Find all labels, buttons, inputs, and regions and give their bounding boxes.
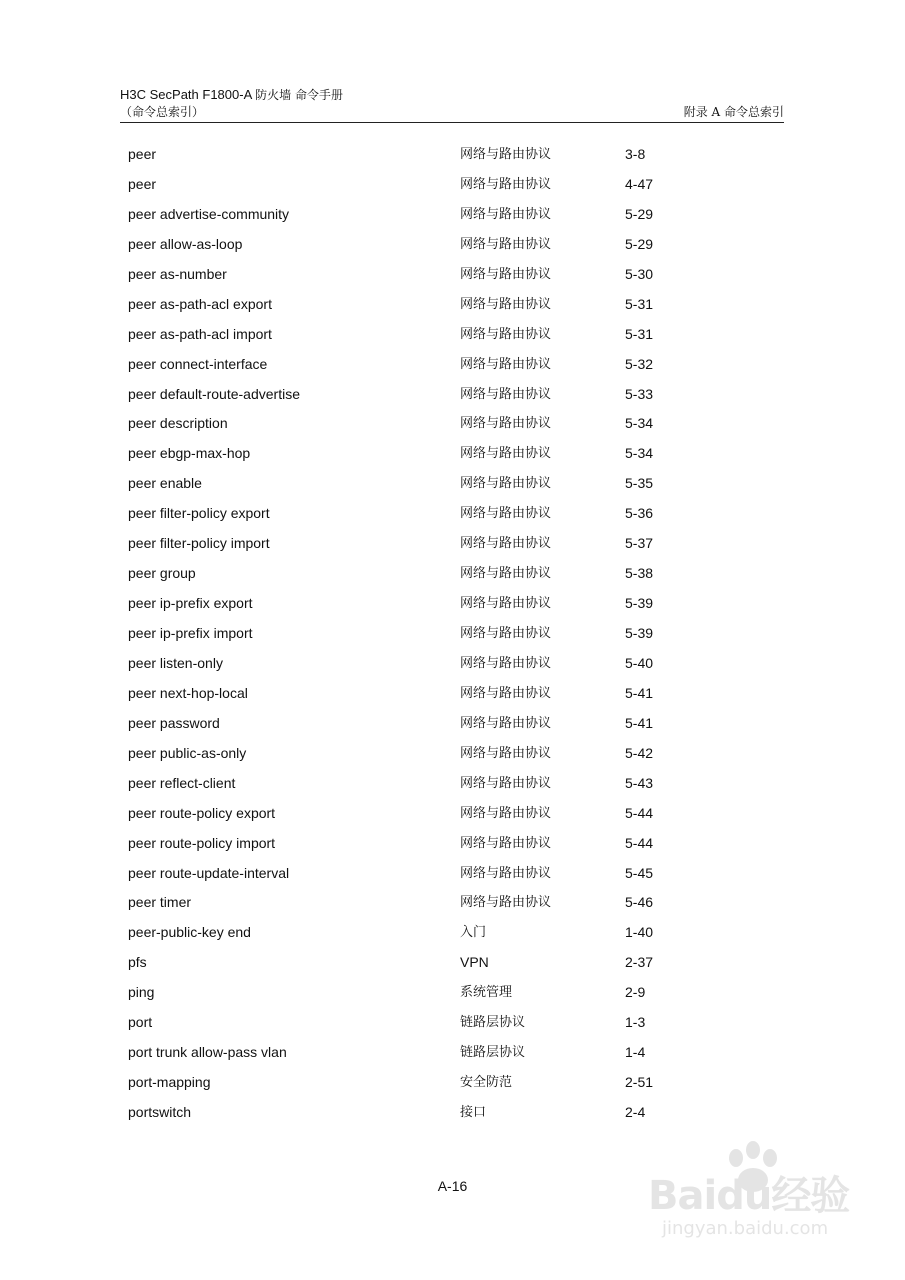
command-name: peer filter-policy import — [128, 535, 270, 552]
command-name: peer reflect-client — [128, 774, 236, 791]
index-row — [128, 1098, 728, 1128]
index-row — [128, 829, 728, 859]
command-category: 网络与路由协议 — [460, 835, 552, 851]
command-page-ref: 2-4 — [625, 1104, 646, 1120]
command-page-ref: 5-39 — [625, 625, 654, 641]
index-row — [128, 140, 728, 170]
command-name: peer as-number — [128, 265, 227, 282]
header-title-cn: 防火墙 命令手册 — [255, 88, 343, 102]
command-name: peer listen-only — [128, 654, 223, 671]
command-category: 网络与路由协议 — [460, 536, 552, 552]
header-divider — [120, 122, 784, 123]
command-page-ref: 5-31 — [625, 325, 654, 342]
command-page-ref: 5-33 — [625, 385, 654, 402]
command-page-ref: 5-39 — [625, 595, 654, 612]
watermark-brand — [648, 1164, 849, 1221]
command-page-ref: 5-37 — [625, 535, 654, 552]
index-row — [128, 260, 728, 290]
command-page-ref: 5-35 — [625, 475, 654, 492]
command-category: 接口 — [460, 1105, 487, 1120]
command-page-ref: 5-34 — [625, 415, 654, 432]
command-page-ref: 5-29 — [625, 205, 654, 222]
command-name: peer ip-prefix import — [128, 625, 253, 641]
index-row — [128, 230, 728, 260]
command-name: portswitch — [128, 1104, 192, 1120]
command-page-ref: 4-47 — [625, 175, 654, 192]
command-category: 网络与路由协议 — [460, 326, 552, 342]
command-name: peer public-as-only — [128, 744, 247, 761]
command-name: peer-public-key end — [128, 924, 251, 941]
command-name: peer ip-prefix export — [128, 595, 253, 612]
header-subtitle-right: 附录 A 命令总索引 — [683, 105, 784, 119]
index-row — [128, 529, 728, 559]
footer-page-number: A-16 — [437, 1178, 468, 1194]
index-row — [128, 769, 728, 799]
command-category: 网络与路由协议 — [460, 596, 552, 612]
index-row — [128, 978, 728, 1008]
command-page-ref: 5-36 — [625, 505, 654, 522]
command-category: 网络与路由协议 — [460, 176, 552, 192]
command-page-ref: 5-42 — [625, 744, 654, 761]
command-name: peer route-policy export — [128, 804, 276, 821]
command-name: peer as-path-acl import — [128, 325, 272, 342]
command-page-ref: 5-41 — [625, 684, 654, 701]
index-row — [128, 739, 728, 769]
command-category: 安全防范 — [460, 1075, 513, 1091]
index-row — [128, 619, 728, 649]
command-page-ref: 5-44 — [625, 834, 654, 851]
command-page-ref: 1-4 — [625, 1044, 646, 1061]
page-header — [120, 86, 784, 121]
command-category: 网络与路由协议 — [460, 805, 552, 821]
command-page-ref: 1-3 — [625, 1014, 646, 1031]
command-name: peer password — [128, 714, 220, 731]
command-category: 网络与路由协议 — [460, 745, 552, 761]
index-row — [128, 1068, 728, 1098]
index-row — [128, 859, 728, 889]
command-page-ref: 5-44 — [625, 804, 654, 821]
command-category: 网络与路由协议 — [460, 386, 552, 402]
command-category: 网络与路由协议 — [460, 566, 552, 582]
command-page-ref: 3-8 — [625, 146, 646, 162]
command-name: peer connect-interface — [128, 355, 268, 372]
command-name: peer next-hop-local — [128, 684, 248, 701]
index-row — [128, 1038, 728, 1068]
command-name: port trunk allow-pass vlan — [128, 1044, 287, 1061]
command-name: peer route-update-interval — [128, 864, 290, 881]
index-row — [128, 948, 728, 978]
command-category: 网络与路由协议 — [460, 236, 552, 252]
command-category: 链路层协议 — [460, 1045, 526, 1061]
command-page-ref: 5-31 — [625, 295, 654, 312]
command-category: 网络与路由协议 — [460, 865, 552, 881]
header-subtitle-row — [120, 104, 784, 121]
command-category: 网络与路由协议 — [460, 655, 552, 671]
command-page-ref: 2-37 — [625, 954, 654, 971]
command-index-table — [128, 140, 728, 1128]
command-category: 网络与路由协议 — [460, 206, 552, 222]
index-row — [128, 649, 728, 679]
command-name: ping — [128, 984, 155, 1001]
command-category: 网络与路由协议 — [460, 685, 552, 701]
command-category: 网络与路由协议 — [460, 266, 552, 282]
command-category: 网络与路由协议 — [460, 476, 552, 492]
index-row — [128, 799, 728, 829]
command-page-ref: 5-46 — [625, 894, 654, 911]
index-row — [128, 200, 728, 230]
command-page-ref: 5-38 — [625, 565, 654, 582]
command-page-ref: 5-40 — [625, 654, 654, 671]
command-name: pfs — [128, 954, 147, 971]
command-name: port-mapping — [128, 1074, 211, 1091]
command-page-ref: 5-30 — [625, 265, 654, 282]
watermark-brand-latin-2: du — [716, 1173, 772, 1219]
command-name: peer description — [128, 415, 228, 432]
command-category: 入门 — [460, 925, 487, 941]
index-row — [128, 409, 728, 439]
header-title-latin: H3C SecPath F1800-A — [120, 87, 252, 102]
command-name: peer timer — [128, 894, 192, 911]
command-category: 网络与路由协议 — [460, 626, 552, 641]
command-page-ref: 5-34 — [625, 445, 654, 462]
index-row — [128, 559, 728, 589]
index-row — [128, 1008, 728, 1038]
command-name: peer — [128, 175, 157, 192]
command-page-ref: 5-29 — [625, 235, 654, 252]
command-page-ref: 5-41 — [625, 714, 654, 731]
command-category: 网络与路由协议 — [460, 416, 552, 432]
index-row — [128, 439, 728, 469]
watermark-url: jingyan.baidu.com — [662, 1218, 829, 1239]
command-page-ref: 2-9 — [625, 984, 646, 1001]
command-name: port — [128, 1014, 153, 1031]
index-row — [128, 290, 728, 320]
command-page-ref: 2-51 — [625, 1074, 654, 1091]
header-subtitle-left: （命令总索引） — [120, 105, 205, 119]
command-name: peer enable — [128, 475, 202, 492]
command-category: 网络与路由协议 — [460, 506, 552, 522]
command-category: 链路层协议 — [460, 1015, 526, 1031]
index-row — [128, 170, 728, 200]
command-category: 网络与路由协议 — [460, 446, 552, 462]
command-category: 网络与路由协议 — [460, 356, 552, 372]
index-row — [128, 320, 728, 350]
command-category: 网络与路由协议 — [460, 296, 552, 312]
header-title — [120, 86, 784, 104]
index-row — [128, 350, 728, 380]
command-category: 系统管理 — [460, 985, 513, 1001]
command-name: peer allow-as-loop — [128, 235, 243, 252]
command-category: 网络与路由协议 — [460, 895, 552, 911]
watermark-brand-latin: Bai — [648, 1173, 717, 1219]
watermark-brand-cn: 经验 — [771, 1173, 850, 1219]
index-row — [128, 589, 728, 619]
index-row — [128, 888, 728, 918]
index-row — [128, 380, 728, 410]
command-name: peer advertise-community — [128, 205, 290, 222]
index-row — [128, 499, 728, 529]
command-name: peer group — [128, 565, 196, 582]
command-name: peer route-policy import — [128, 834, 276, 851]
baidu-jingyan-watermark — [640, 1138, 870, 1248]
command-page-ref: 5-32 — [625, 355, 654, 372]
command-name: peer filter-policy export — [128, 505, 270, 522]
command-category: 网络与路由协议 — [460, 715, 552, 731]
index-row — [128, 469, 728, 499]
index-row — [128, 918, 728, 948]
command-page-ref: 5-43 — [625, 774, 654, 791]
command-page-ref: 1-40 — [625, 924, 654, 941]
command-category: VPN — [460, 954, 489, 971]
command-name: peer as-path-acl export — [128, 295, 272, 312]
index-row — [128, 709, 728, 739]
command-name: peer default-route-advertise — [128, 385, 300, 402]
index-row — [128, 679, 728, 709]
command-category: 网络与路由协议 — [460, 775, 552, 791]
command-category: 网络与路由协议 — [460, 147, 552, 162]
command-name: peer ebgp-max-hop — [128, 445, 251, 462]
command-page-ref: 5-45 — [625, 864, 654, 881]
command-name: peer — [128, 146, 157, 162]
